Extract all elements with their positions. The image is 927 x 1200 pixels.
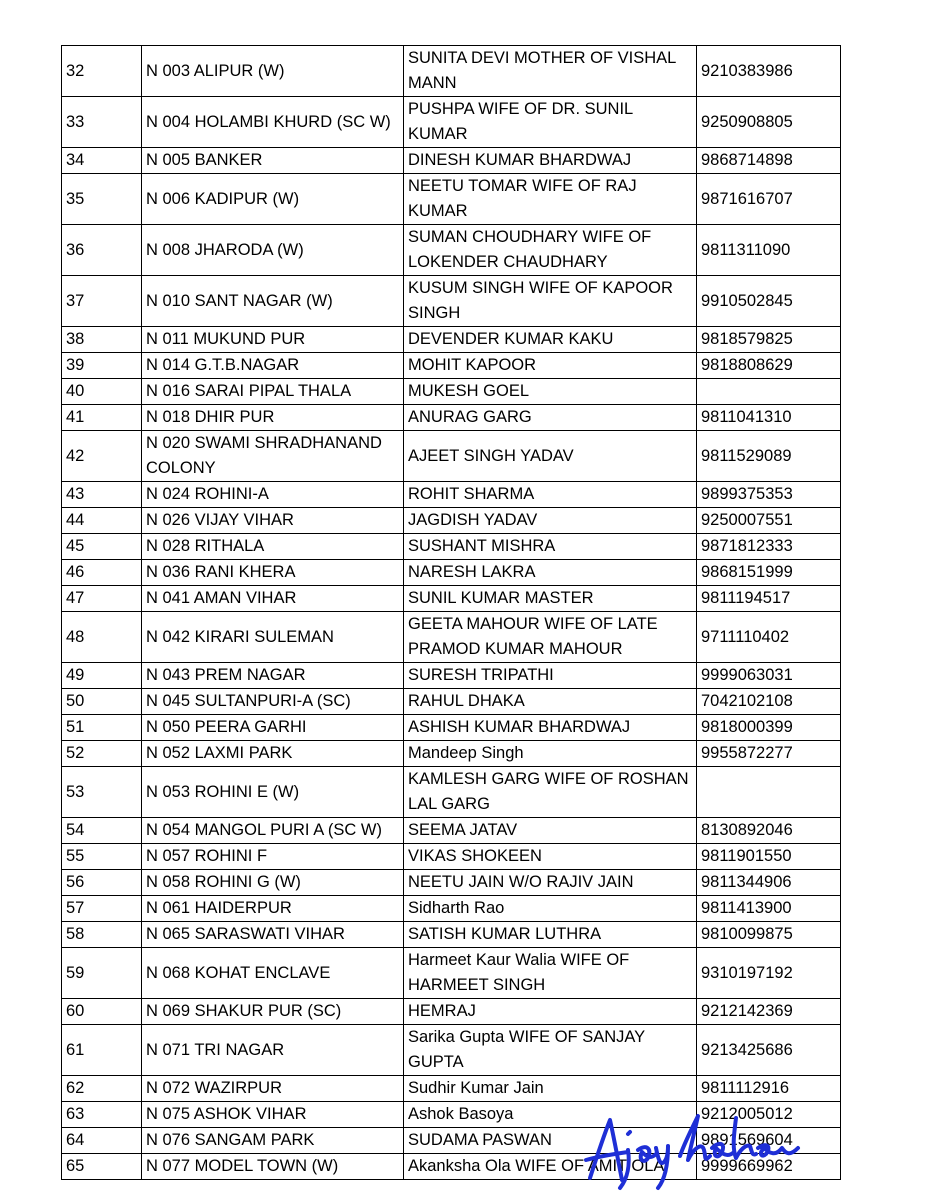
phone-cell: 9210383986 [697, 46, 841, 97]
phone-cell: 9868714898 [697, 148, 841, 174]
phone-cell: 9250007551 [697, 508, 841, 534]
name-cell: PUSHPA WIFE OF DR. SUNIL KUMAR [404, 97, 697, 148]
name-cell: Sudhir Kumar Jain [404, 1076, 697, 1102]
table-body [62, 46, 841, 1180]
phone-cell: 9811311090 [697, 225, 841, 276]
ward-cell: N 054 MANGOL PURI A (SC W) [142, 818, 404, 844]
name-cell: Sidharth Rao [404, 896, 697, 922]
name-cell: DEVENDER KUMAR KAKU [404, 327, 697, 353]
ward-cell: N 008 JHARODA (W) [142, 225, 404, 276]
ward-cell: N 069 SHAKUR PUR (SC) [142, 999, 404, 1025]
table-row [62, 663, 841, 689]
ward-cell: N 043 PREM NAGAR [142, 663, 404, 689]
table-row [62, 379, 841, 405]
row-number-cell: 41 [62, 405, 142, 431]
row-number-cell: 65 [62, 1154, 142, 1180]
table-row [62, 586, 841, 612]
phone-cell: 9868151999 [697, 560, 841, 586]
name-cell: SUMAN CHOUDHARY WIFE OF LOKENDER CHAUDHARY [404, 225, 697, 276]
table-row [62, 1025, 841, 1076]
phone-cell: 9955872277 [697, 741, 841, 767]
row-number-cell: 63 [62, 1102, 142, 1128]
name-cell: SEEMA JATAV [404, 818, 697, 844]
name-cell: SUSHANT MISHRA [404, 534, 697, 560]
row-number-cell: 36 [62, 225, 142, 276]
candidate-table [61, 45, 841, 1180]
table-row [62, 46, 841, 97]
ward-cell: N 075 ASHOK VIHAR [142, 1102, 404, 1128]
ward-cell: N 077 MODEL TOWN (W) [142, 1154, 404, 1180]
phone-cell: 9811529089 [697, 431, 841, 482]
name-cell: SUNITA DEVI MOTHER OF VISHAL MANN [404, 46, 697, 97]
ward-cell: N 061 HAIDERPUR [142, 896, 404, 922]
name-cell: AJEET SINGH YADAV [404, 431, 697, 482]
ward-cell: N 058 ROHINI G (W) [142, 870, 404, 896]
phone-cell: 9212142369 [697, 999, 841, 1025]
table-row [62, 327, 841, 353]
name-cell: KAMLESH GARG WIFE OF ROSHAN LAL GARG [404, 767, 697, 818]
ward-cell: N 005 BANKER [142, 148, 404, 174]
ward-cell: N 014 G.T.B.NAGAR [142, 353, 404, 379]
row-number-cell: 42 [62, 431, 142, 482]
ward-cell: N 050 PEERA GARHI [142, 715, 404, 741]
ward-cell: N 036 RANI KHERA [142, 560, 404, 586]
name-cell: VIKAS SHOKEEN [404, 844, 697, 870]
table-row [62, 741, 841, 767]
row-number-cell: 37 [62, 276, 142, 327]
name-cell: ROHIT SHARMA [404, 482, 697, 508]
row-number-cell: 32 [62, 46, 142, 97]
name-cell: Mandeep Singh [404, 741, 697, 767]
phone-cell: 9899375353 [697, 482, 841, 508]
row-number-cell: 45 [62, 534, 142, 560]
row-number-cell: 48 [62, 612, 142, 663]
name-cell: GEETA MAHOUR WIFE OF LATE PRAMOD KUMAR MAHOUR [404, 612, 697, 663]
table-row [62, 431, 841, 482]
ward-cell: N 071 TRI NAGAR [142, 1025, 404, 1076]
row-number-cell: 60 [62, 999, 142, 1025]
row-number-cell: 38 [62, 327, 142, 353]
phone-cell [697, 379, 841, 405]
phone-cell: 9871616707 [697, 174, 841, 225]
ward-cell: N 076 SANGAM PARK [142, 1128, 404, 1154]
row-number-cell: 43 [62, 482, 142, 508]
ward-cell: N 045 SULTANPURI-A (SC) [142, 689, 404, 715]
table-row [62, 560, 841, 586]
phone-cell: 9811344906 [697, 870, 841, 896]
table-row [62, 689, 841, 715]
name-cell: Ashok Basoya [404, 1102, 697, 1128]
table-row [62, 482, 841, 508]
ward-cell: N 028 RITHALA [142, 534, 404, 560]
name-cell: MOHIT KAPOOR [404, 353, 697, 379]
name-cell: JAGDISH YADAV [404, 508, 697, 534]
phone-cell: 9818808629 [697, 353, 841, 379]
table-row [62, 612, 841, 663]
row-number-cell: 51 [62, 715, 142, 741]
ward-cell: N 065 SARASWATI VIHAR [142, 922, 404, 948]
name-cell: NEETU TOMAR WIFE OF RAJ KUMAR [404, 174, 697, 225]
row-number-cell: 44 [62, 508, 142, 534]
phone-cell: 8130892046 [697, 818, 841, 844]
name-cell: NEETU JAIN W/O RAJIV JAIN [404, 870, 697, 896]
ward-cell: N 011 MUKUND PUR [142, 327, 404, 353]
row-number-cell: 62 [62, 1076, 142, 1102]
row-number-cell: 39 [62, 353, 142, 379]
ward-cell: N 010 SANT NAGAR (W) [142, 276, 404, 327]
name-cell: MUKESH GOEL [404, 379, 697, 405]
row-number-cell: 47 [62, 586, 142, 612]
name-cell: SURESH TRIPATHI [404, 663, 697, 689]
phone-cell: 9871812333 [697, 534, 841, 560]
ward-cell: N 072 WAZIRPUR [142, 1076, 404, 1102]
phone-cell [697, 767, 841, 818]
phone-cell: 9250908805 [697, 97, 841, 148]
table-row [62, 225, 841, 276]
row-number-cell: 55 [62, 844, 142, 870]
row-number-cell: 57 [62, 896, 142, 922]
phone-cell: 9310197192 [697, 948, 841, 999]
row-number-cell: 33 [62, 97, 142, 148]
phone-cell: 7042102108 [697, 689, 841, 715]
row-number-cell: 54 [62, 818, 142, 844]
row-number-cell: 59 [62, 948, 142, 999]
phone-cell: 9818579825 [697, 327, 841, 353]
name-cell: SUNIL KUMAR MASTER [404, 586, 697, 612]
row-number-cell: 35 [62, 174, 142, 225]
table-row [62, 148, 841, 174]
ward-cell: N 003 ALIPUR (W) [142, 46, 404, 97]
ward-cell: N 041 AMAN VIHAR [142, 586, 404, 612]
phone-cell: 9213425686 [697, 1025, 841, 1076]
table-row [62, 715, 841, 741]
name-cell: Akanksha Ola WIFE OF AMIT OLA [404, 1154, 697, 1180]
name-cell: ASHISH KUMAR BHARDWAJ [404, 715, 697, 741]
ward-cell: N 024 ROHINI-A [142, 482, 404, 508]
table-row [62, 922, 841, 948]
ward-cell: N 020 SWAMI SHRADHANAND COLONY [142, 431, 404, 482]
ward-cell: N 068 KOHAT ENCLAVE [142, 948, 404, 999]
name-cell: NARESH LAKRA [404, 560, 697, 586]
row-number-cell: 46 [62, 560, 142, 586]
row-number-cell: 53 [62, 767, 142, 818]
row-number-cell: 52 [62, 741, 142, 767]
table-row [62, 999, 841, 1025]
ward-cell: N 016 SARAI PIPAL THALA [142, 379, 404, 405]
phone-cell: 9811041310 [697, 405, 841, 431]
table-row [62, 97, 841, 148]
name-cell: ANURAG GARG [404, 405, 697, 431]
ward-cell: N 042 KIRARI SULEMAN [142, 612, 404, 663]
table-row [62, 276, 841, 327]
table-row [62, 767, 841, 818]
ward-cell: N 006 KADIPUR (W) [142, 174, 404, 225]
phone-cell: 9811112916 [697, 1076, 841, 1102]
phone-cell: 9910502845 [697, 276, 841, 327]
ward-cell: N 053 ROHINI E (W) [142, 767, 404, 818]
table-row [62, 870, 841, 896]
phone-cell: 9811194517 [697, 586, 841, 612]
row-number-cell: 64 [62, 1128, 142, 1154]
ward-cell: N 026 VIJAY VIHAR [142, 508, 404, 534]
phone-cell: 9811901550 [697, 844, 841, 870]
table-row [62, 844, 841, 870]
ward-cell: N 018 DHIR PUR [142, 405, 404, 431]
row-number-cell: 56 [62, 870, 142, 896]
row-number-cell: 40 [62, 379, 142, 405]
name-cell: SUDAMA PASWAN [404, 1128, 697, 1154]
table-row [62, 534, 841, 560]
table-row [62, 405, 841, 431]
name-cell: RAHUL DHAKA [404, 689, 697, 715]
phone-cell: 9810099875 [697, 922, 841, 948]
table-row [62, 174, 841, 225]
name-cell: KUSUM SINGH WIFE OF KAPOOR SINGH [404, 276, 697, 327]
table-row [62, 896, 841, 922]
row-number-cell: 34 [62, 148, 142, 174]
name-cell: HEMRAJ [404, 999, 697, 1025]
ward-cell: N 004 HOLAMBI KHURD (SC W) [142, 97, 404, 148]
table-row [62, 948, 841, 999]
table-row [62, 818, 841, 844]
handwritten-signature [580, 1098, 805, 1193]
row-number-cell: 58 [62, 922, 142, 948]
name-cell: Harmeet Kaur Walia WIFE OF HARMEET SINGH [404, 948, 697, 999]
phone-cell: 9818000399 [697, 715, 841, 741]
row-number-cell: 50 [62, 689, 142, 715]
name-cell: DINESH KUMAR BHARDWAJ [404, 148, 697, 174]
ward-cell: N 052 LAXMI PARK [142, 741, 404, 767]
phone-cell: 9811413900 [697, 896, 841, 922]
row-number-cell: 49 [62, 663, 142, 689]
row-number-cell: 61 [62, 1025, 142, 1076]
name-cell: SATISH KUMAR LUTHRA [404, 922, 697, 948]
phone-cell: 9999063031 [697, 663, 841, 689]
phone-cell: 9711110402 [697, 612, 841, 663]
table-row [62, 353, 841, 379]
phone-cell: 9999669962 [697, 1154, 841, 1180]
phone-cell: 9891569604 [697, 1128, 841, 1154]
ward-cell: N 057 ROHINI F [142, 844, 404, 870]
name-cell: Sarika Gupta WIFE OF SANJAY GUPTA [404, 1025, 697, 1076]
phone-cell: 9212005012 [697, 1102, 841, 1128]
table-row [62, 508, 841, 534]
